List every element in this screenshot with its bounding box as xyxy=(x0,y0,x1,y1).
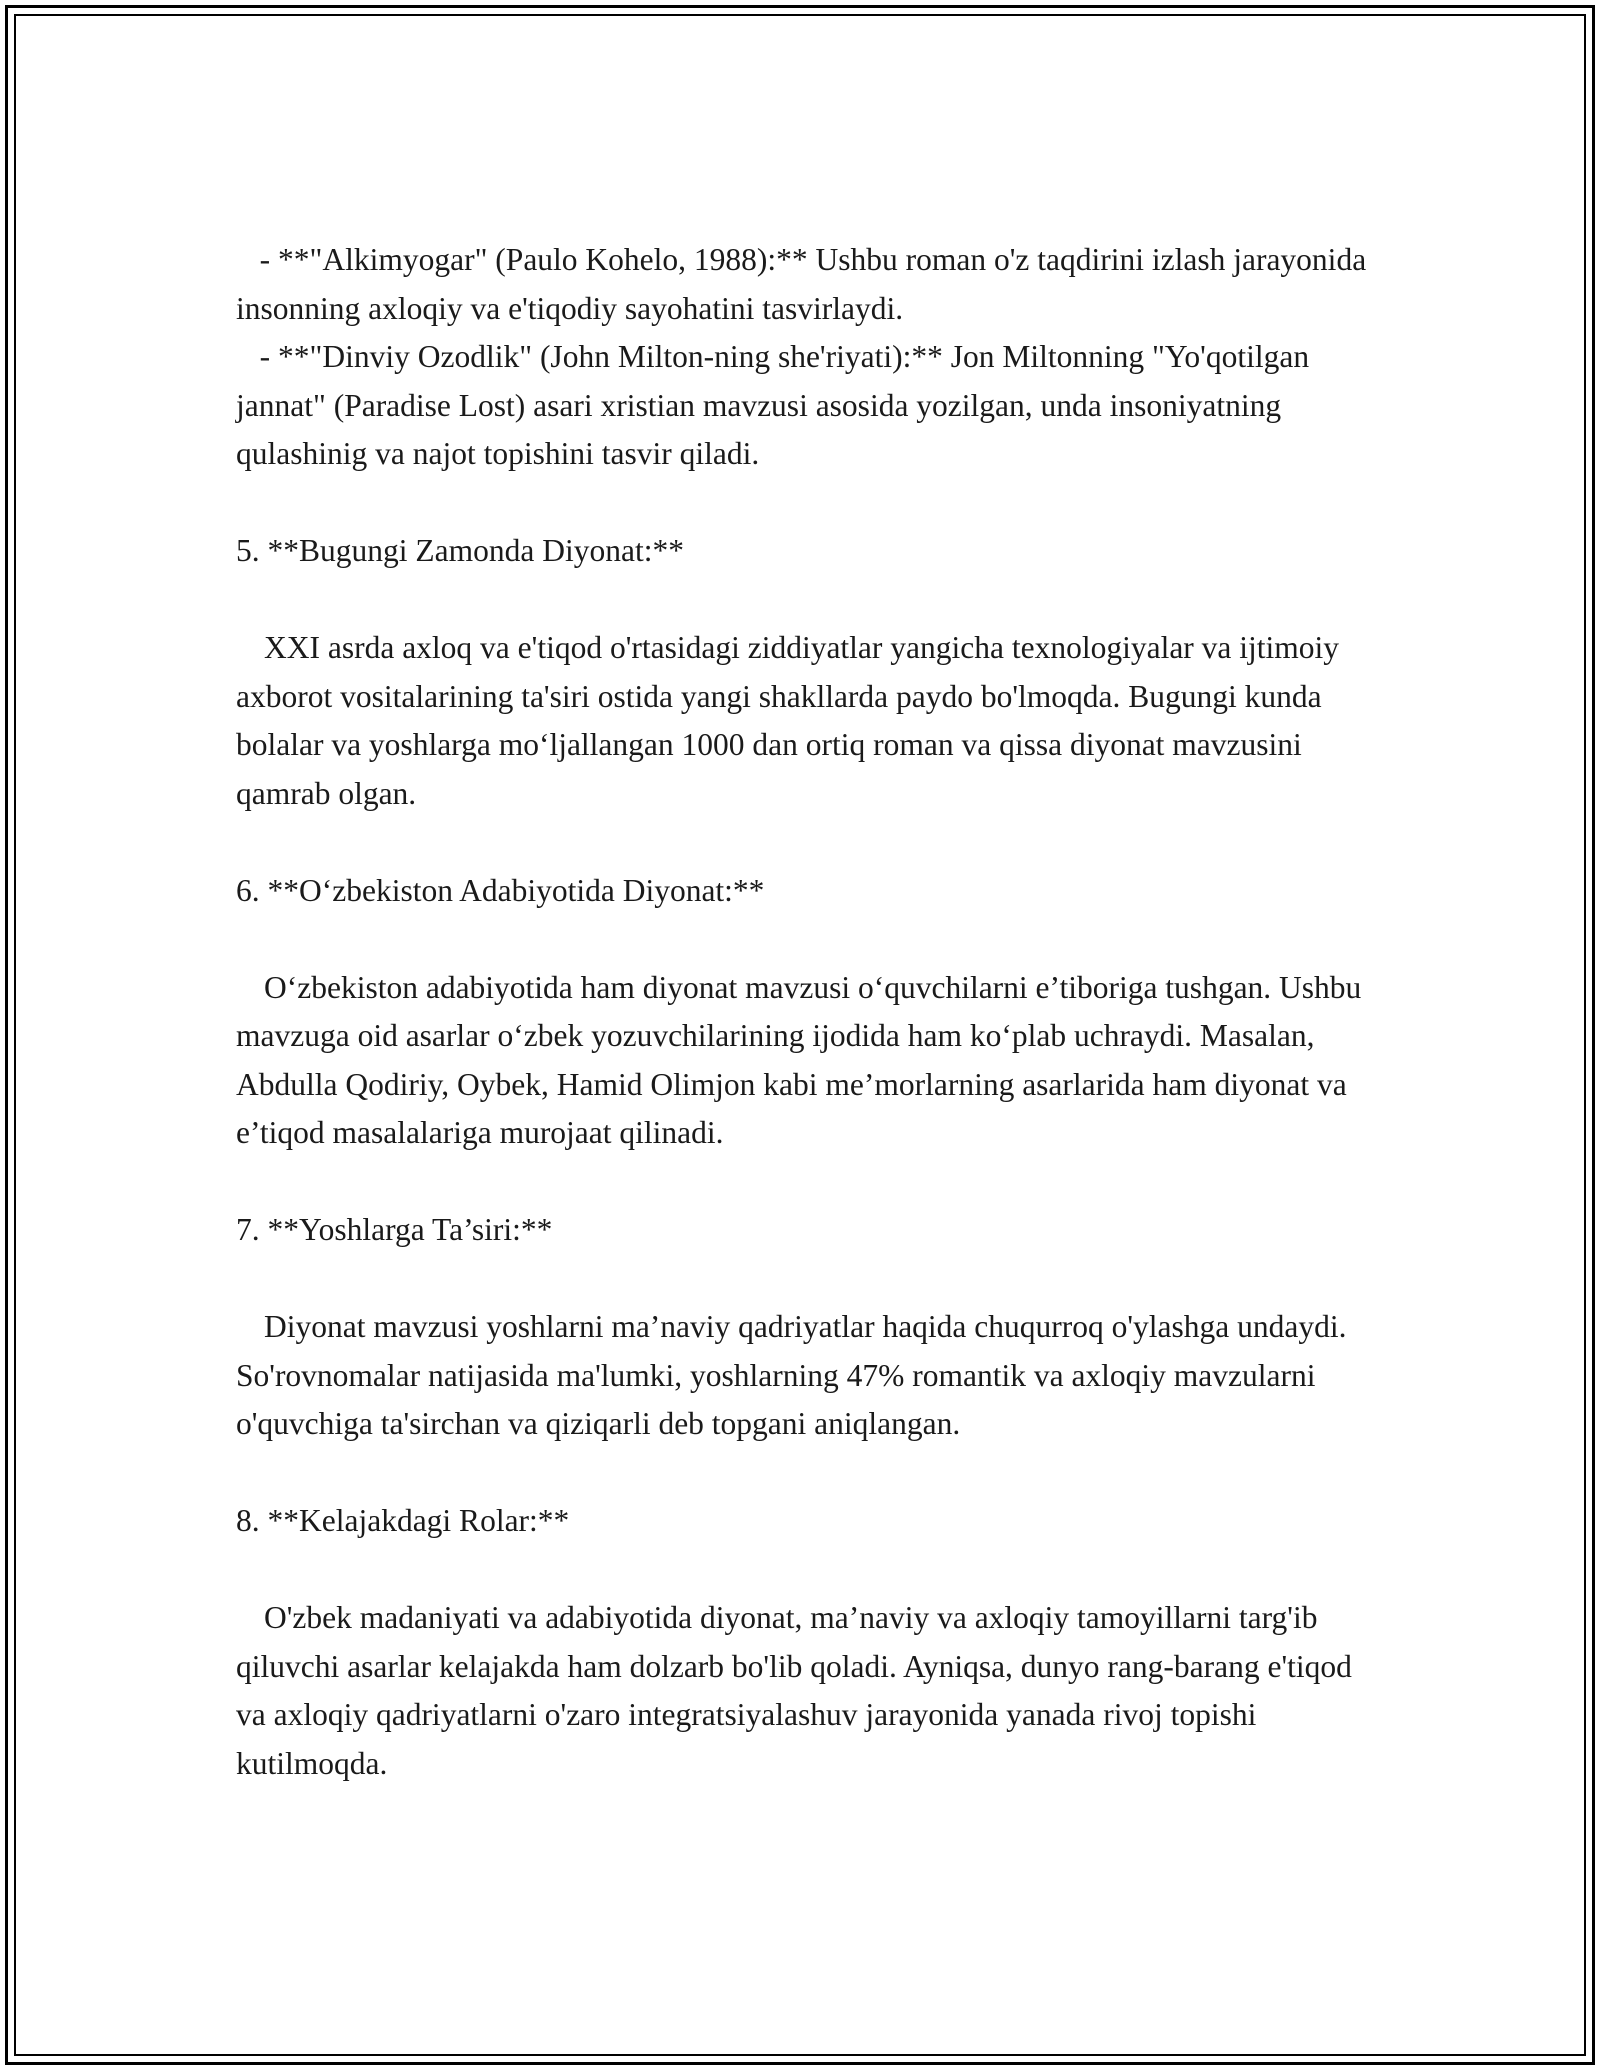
spacer xyxy=(236,1255,1386,1304)
spacer xyxy=(236,1546,1386,1595)
section-heading-7: 7. **Yoshlarga Ta’siri:** xyxy=(236,1212,553,1247)
section-body-5: XXI asrda axloq va e'tiqod o'rtasidagi ziddiyatlar yangicha texnologiyalar va ijtimoiy axborot vositalarining ta'siri ostida yangi shakllarda paydo bo'lmoqda. Bugungi kunda bolalar va yoshlarga mo‘ljallangan 1000 dan ortiq roman va qissa diyonat mavzusini qamrab olgan. xyxy=(236,630,1347,811)
spacer xyxy=(236,1158,1386,1207)
section-heading-8: 8. **Kelajakdagi Rolar:** xyxy=(236,1503,570,1538)
section-body-7: Diyonat mavzusi yoshlarni ma’naviy qadriyatlar haqida chuqurroq o'ylashga undaydi. So'rovnomalar natijasida ma'lumki, yoshlarning 47% romantik va axloqiy mavzularni o'quvchiga ta'sirchan va qiziqarli deb topgani aniqlangan. xyxy=(236,1309,1355,1441)
spacer xyxy=(236,1449,1386,1498)
spacer xyxy=(236,479,1386,528)
bullet-alkimyogar: - **"Alkimyogar" (Paulo Kohelo, 1988):** Ushbu roman o'z taqdirini izlash jarayonida insonning axloqiy va e'tiqodiy sayohatini tasvirlaydi. xyxy=(236,242,1375,326)
spacer xyxy=(236,818,1386,867)
bullet-dinviy-ozodlik: - **"Dinviy Ozodlik" (John Milton-ning she'riyati):** Jon Miltonning "Yo'qotilgan jannat" (Paradise Lost) asari xristian mavzusi asosida yozilgan, unda insoniyatning qulashinig va najot topishini tasvir qiladi. xyxy=(236,339,1317,471)
section-body-8: O'zbek madaniyati va adabiyotida diyonat, ma’naviy va axloqiy tamoyillarni targ'ib qiluvchi asarlar kelajakda ham dolzarb bo'lib qoladi. Ayniqsa, dunyo rang-barang e'tiqod va axloqiy qadriyatlarni o'zaro integratsiyalashuv jarayonida yanada rivoj topishi kutilmoqda. xyxy=(236,1600,1360,1781)
spacer xyxy=(236,576,1386,625)
section-body-6: O‘zbekiston adabiyotida ham diyonat mavzusi o‘quvchilarni e’tiboriga tushgan. Ushbu mavzuga oid asarlar o‘zbek yozuvchilarining ijodida ham ko‘plab uchraydi. Masalan, Abdulla Qodiriy, Oybek, Hamid Olimjon kabi me’morlarning asarlarida ham diyonat va e’tiqod masalalariga murojaat qilinadi. xyxy=(236,969,1370,1150)
spacer xyxy=(236,915,1386,964)
section-heading-5: 5. **Bugungi Zamonda Diyonat:** xyxy=(236,533,684,568)
section-heading-6: 6. **O‘zbekiston Adabiyotida Diyonat:** xyxy=(236,872,765,908)
document-body xyxy=(236,236,1386,1788)
